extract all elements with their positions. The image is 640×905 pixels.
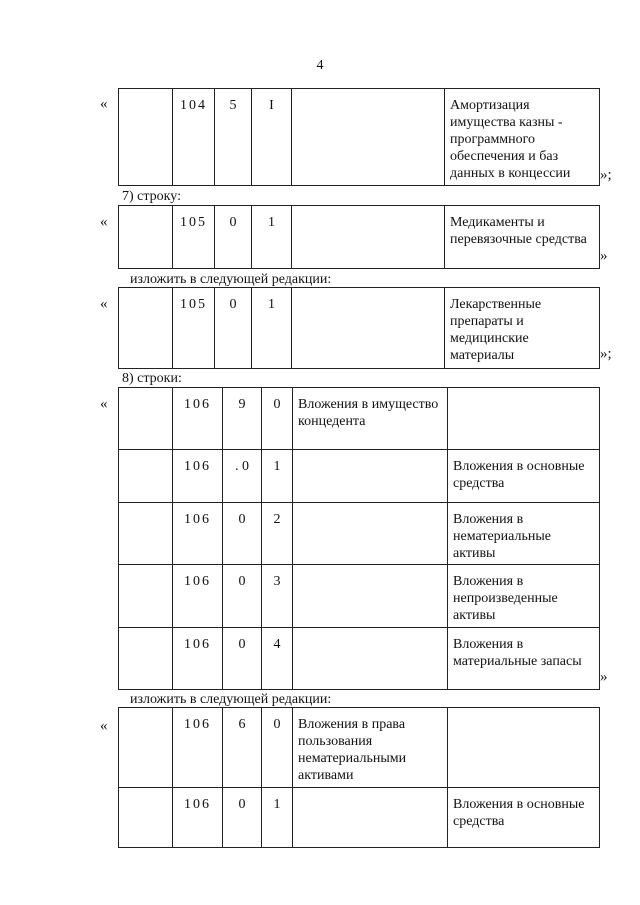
digit-cell: I <box>252 89 292 186</box>
description-cell: Амортизация имущества казны - программного обеспечения и баз данных в концессии <box>445 89 600 186</box>
name-cell <box>293 565 448 628</box>
code-cell: 106 <box>173 503 223 565</box>
table-row <box>119 708 600 788</box>
digit-cell: 0 <box>223 503 262 565</box>
table-block-5 <box>118 707 600 848</box>
close-quote: » <box>600 248 608 264</box>
table-block-1 <box>118 88 600 186</box>
table-row <box>119 788 600 848</box>
table-row <box>119 206 600 269</box>
digit-cell: 4 <box>262 628 293 690</box>
table-row <box>119 89 600 186</box>
digit-cell: 0 <box>223 788 262 848</box>
description-cell: Вложения в нематериальные активы <box>448 503 600 565</box>
code-cell: 106 <box>173 628 223 690</box>
digit-cell: 0 <box>215 288 252 369</box>
name-cell <box>292 206 445 269</box>
digit-cell: 1 <box>262 450 293 503</box>
open-quote: « <box>100 296 108 312</box>
open-quote: « <box>100 396 108 412</box>
name-cell: Вложения в права пользования нематериальными активами <box>293 708 448 788</box>
digit-cell: . 0 <box>223 450 262 503</box>
table-row <box>119 628 600 690</box>
empty-cell <box>119 89 173 186</box>
digit-cell: 3 <box>262 565 293 628</box>
name-cell: Вложения в имущество концедента <box>293 388 448 450</box>
digit-cell: 2 <box>262 503 293 565</box>
open-quote: « <box>100 96 108 112</box>
edit-label: изложить в следующей редакции: <box>130 272 332 287</box>
description-cell: Лекарственные препараты и медицинские материалы <box>445 288 600 369</box>
name-cell <box>293 788 448 848</box>
digit-cell: 0 <box>223 565 262 628</box>
empty-cell <box>119 206 173 269</box>
empty-cell <box>119 288 173 369</box>
name-cell <box>293 450 448 503</box>
code-cell: 106 <box>173 708 223 788</box>
empty-cell <box>119 788 173 848</box>
close-quote: » <box>600 669 608 685</box>
item-8-label: 8) строки: <box>122 371 182 386</box>
table-block-3 <box>118 287 600 369</box>
digit-cell: 0 <box>262 388 293 450</box>
digit-cell: 1 <box>262 788 293 848</box>
digit-cell: 0 <box>262 708 293 788</box>
digit-cell: 1 <box>252 288 292 369</box>
digit-cell: 9 <box>223 388 262 450</box>
empty-cell <box>119 628 173 690</box>
empty-cell <box>119 503 173 565</box>
code-cell: 106 <box>173 565 223 628</box>
empty-cell <box>119 565 173 628</box>
digit-cell: 0 <box>223 628 262 690</box>
digit-cell: 5 <box>215 89 252 186</box>
table-block-2 <box>118 205 600 269</box>
empty-cell <box>119 388 173 450</box>
name-cell <box>293 503 448 565</box>
empty-cell <box>119 708 173 788</box>
code-cell: 106 <box>173 788 223 848</box>
code-cell: 105 <box>173 206 215 269</box>
name-cell <box>293 628 448 690</box>
code-cell: 105 <box>173 288 215 369</box>
item-7-label: 7) строку: <box>122 189 181 204</box>
name-cell <box>292 288 445 369</box>
description-cell <box>448 708 600 788</box>
table-row <box>119 450 600 503</box>
table-row <box>119 288 600 369</box>
code-cell: 106 <box>173 388 223 450</box>
close-quote: »; <box>600 167 612 183</box>
empty-cell <box>119 450 173 503</box>
table-row <box>119 565 600 628</box>
close-quote: »; <box>600 346 612 362</box>
table-block-4 <box>118 387 600 690</box>
description-cell <box>448 388 600 450</box>
description-cell: Вложения в основные средства <box>448 450 600 503</box>
description-cell: Медикаменты и перевязочные средства <box>445 206 600 269</box>
description-cell: Вложения в материальные запасы <box>448 628 600 690</box>
digit-cell: 0 <box>215 206 252 269</box>
digit-cell: 6 <box>223 708 262 788</box>
name-cell <box>292 89 445 186</box>
open-quote: « <box>100 214 108 230</box>
code-cell: 106 <box>173 450 223 503</box>
table-row <box>119 503 600 565</box>
table-row <box>119 388 600 450</box>
description-cell: Вложения в основные средства <box>448 788 600 848</box>
description-cell: Вложения в непроизведенные активы <box>448 565 600 628</box>
page-number: 4 <box>316 58 324 73</box>
digit-cell: 1 <box>252 206 292 269</box>
open-quote: « <box>100 718 108 734</box>
code-cell: 104 <box>173 89 215 186</box>
edit-label: изложить в следующей редакции: <box>130 692 332 707</box>
